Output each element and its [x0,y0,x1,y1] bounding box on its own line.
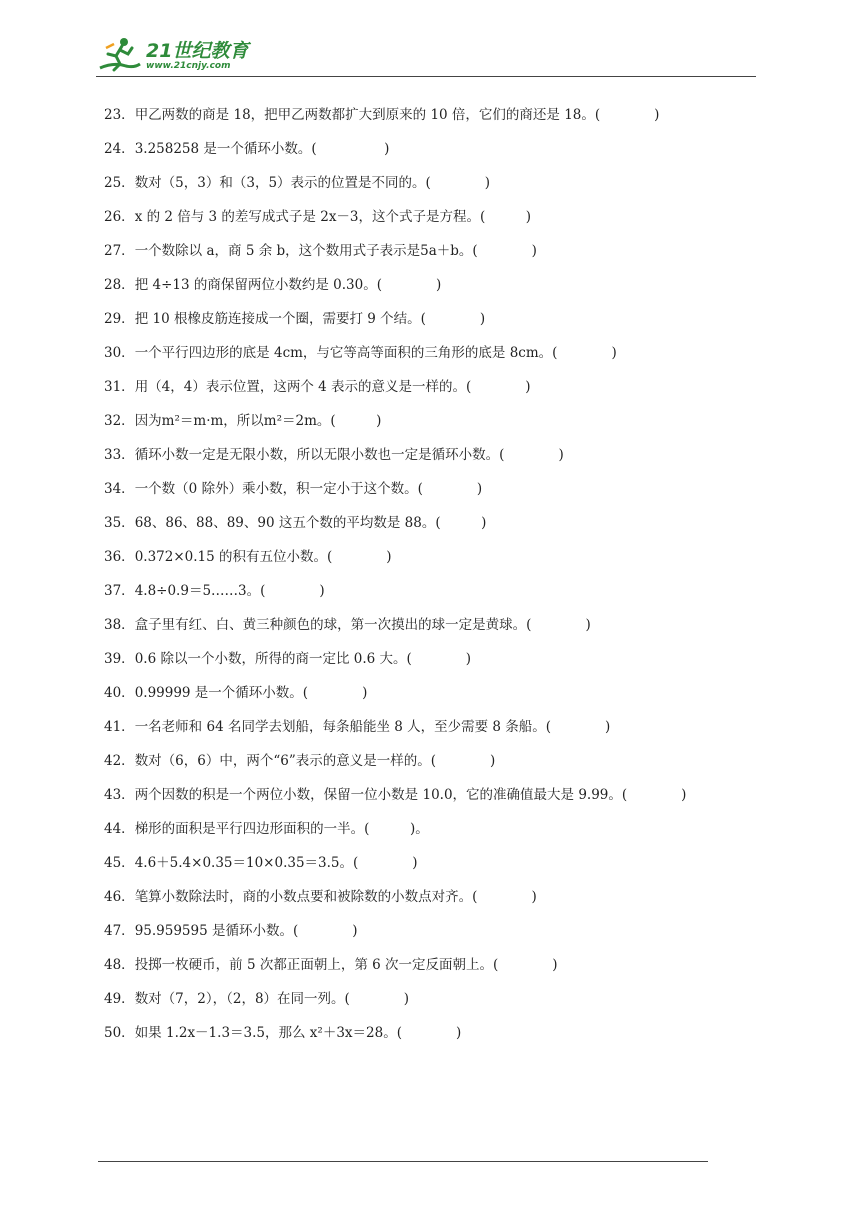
question-item [104,308,784,342]
question-text: 用（4，4）表示位置，这两个 4 表示的意义是一样的。( ) [134,379,531,395]
question-number: 39． [104,651,135,667]
question-text: 数对（5，3）和（3，5）表示的位置是不同的。( ) [134,175,491,191]
question-text: 0.6 除以一个小数，所得的商一定比 0.6 大。( ) [134,651,472,667]
header-divider [96,76,756,77]
question-number: 27． [104,243,135,259]
question-text: 4.6＋5.4×0.35＝10×0.35＝3.5。( ) [134,855,418,871]
page-header [96,30,756,80]
question-text: 循环小数一定是无限小数，所以无限小数也一定是循环小数。( ) [134,447,564,463]
question-item [104,988,784,1022]
question-item [104,478,784,512]
question-number: 28． [104,277,135,293]
question-number: 31． [104,379,135,395]
question-number: 45． [104,855,135,871]
question-number: 46． [104,889,135,905]
question-number: 35． [104,515,135,531]
question-text: 68、86、88、89、90 这五个数的平均数是 88。( ) [134,515,487,531]
question-number: 38． [104,617,135,633]
question-number: 37． [104,583,135,599]
question-number: 36． [104,549,135,565]
question-number: 41． [104,719,135,735]
question-number: 26． [104,209,135,225]
question-number: 30． [104,345,135,361]
question-number: 24． [104,141,135,157]
question-item [104,818,784,852]
question-text: 两个因数的积是一个两位小数，保留一位小数是 10.0，它的准确值最大是 9.99。( ) [134,787,687,803]
question-text: 因为m²＝m·m，所以m²＝2m。( ) [134,413,382,429]
question-list [104,104,784,1056]
question-text: 一名老师和 64 名同学去划船，每条船能坐 8 人，至少需要 8 条船。( ) [134,719,611,735]
question-text: 数对（6，6）中，两个“6”表示的意义是一样的。( ) [134,753,496,769]
question-number: 32． [104,413,135,429]
question-text: 4.8÷0.9＝5……3。( ) [134,583,325,599]
question-number: 43． [104,787,135,803]
question-number: 49． [104,991,135,1007]
question-item [104,274,784,308]
question-item [104,954,784,988]
question-text: 盒子里有红、白、黄三种颜色的球，第一次摸出的球一定是黄球。( ) [134,617,591,633]
question-item [104,240,784,274]
question-item [104,376,784,410]
question-number: 34． [104,481,135,497]
question-item [104,342,784,376]
question-text: 一个平行四边形的底是 4cm，与它等高等面积的三角形的底是 8cm。( ) [134,345,617,361]
question-item [104,1022,784,1056]
question-text: 0.99999 是一个循环小数。( ) [134,685,368,701]
question-item [104,580,784,614]
logo-url: www.21cnjy.com [146,61,231,71]
question-item [104,886,784,920]
question-number: 48． [104,957,135,973]
question-text: 0.372×0.15 的积有五位小数。( ) [134,549,392,565]
question-text: 95.959595 是循环小数。( ) [134,923,358,939]
question-item [104,546,784,580]
question-item [104,138,784,172]
question-item [104,716,784,750]
question-text: 笔算小数除法时，商的小数点要和被除数的小数点对齐。( ) [134,889,537,905]
question-item [104,784,784,818]
question-number: 25． [104,175,135,191]
question-text: 把 10 根橡皮筋连接成一个圈，需要打 9 个结。( ) [134,311,486,327]
question-item [104,852,784,886]
question-number: 29． [104,311,135,327]
logo [96,34,276,78]
question-text: 把 4÷13 的商保留两位小数约是 0.30。( ) [134,277,442,293]
question-text: 一个数（0 除外）乘小数，积一定小于这个数。( ) [134,481,483,497]
question-text: 数对（7，2），（2，8）在同一列。( ) [134,991,410,1007]
question-number: 40． [104,685,135,701]
question-item [104,410,784,444]
logo-text: 21世纪教育 [146,40,249,62]
question-text: x 的 2 倍与 3 的差写成式子是 2x－3，这个式子是方程。( ) [134,209,532,225]
question-text: 梯形的面积是平行四边形面积的一半。( )。 [134,821,429,837]
question-text: 如果 1.2x－1.3＝3.5，那么 x²＋3x＝28。( ) [134,1025,462,1041]
question-number: 47． [104,923,135,939]
question-item [104,172,784,206]
question-item [104,614,784,648]
question-text: 一个数除以 a，商 5 余 b，这个数用式子表示是5a＋b。( ) [134,243,537,259]
question-text: 投掷一枚硬币，前 5 次都正面朝上，第 6 次一定反面朝上。( ) [134,957,558,973]
question-item [104,920,784,954]
question-item [104,750,784,784]
footer-divider [98,1161,708,1162]
question-number: 23． [104,107,135,123]
question-item [104,682,784,716]
runner-icon [96,34,142,78]
question-item [104,104,784,138]
question-text: 3.258258 是一个循环小数。( ) [134,141,390,157]
question-number: 33． [104,447,135,463]
question-number: 42． [104,753,135,769]
question-item [104,206,784,240]
question-text: 甲乙两数的商是 18，把甲乙两数都扩大到原来的 10 倍，它们的商还是 18。( ) [134,107,660,123]
question-number: 50． [104,1025,135,1041]
question-item [104,512,784,546]
question-number: 44． [104,821,135,837]
question-item [104,648,784,682]
question-item [104,444,784,478]
